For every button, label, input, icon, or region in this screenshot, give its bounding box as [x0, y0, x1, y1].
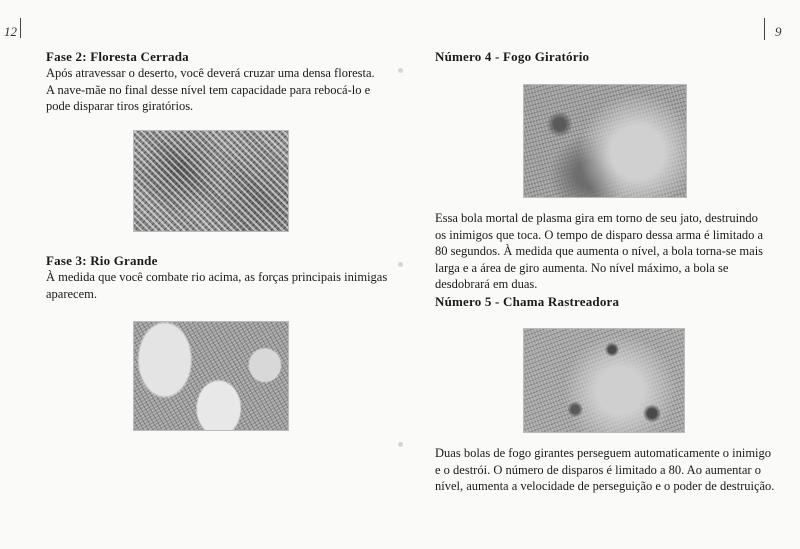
section-title-numero-5: Número 5 - Chama Rastreadora — [435, 294, 620, 309]
text-line: 80 segundos. À medida que aumenta o nível, a bola torna-se mais — [435, 244, 764, 258]
text-line: os inimigos que toca. O tempo de disparo dessa arma é limitado a — [435, 227, 764, 242]
right-page — [400, 0, 800, 549]
text-line: A nave-mãe no final desse nível tem capacidade para rebocá-lo e — [46, 82, 371, 97]
text-line: e o destrói. O número de disparos é limitado a 80. Ao aumentar o — [435, 462, 761, 477]
flame-weapon-screenshot-image — [523, 328, 685, 433]
section-text-fase-3 — [46, 269, 391, 302]
text-line: larga e a área de giro aumenta. No nível máximo, a bola se — [435, 260, 729, 275]
section-title-fase-3: Fase 3: Rio Grande — [46, 253, 158, 268]
text-line: aparecem. — [46, 286, 98, 301]
page-number-left: 12 — [4, 24, 17, 39]
text-line: nível, aumenta a velocidade de perseguição e o poder de destruição. — [435, 479, 775, 493]
section-text-numero-5 — [435, 445, 795, 495]
page-corner-rule — [20, 18, 21, 38]
text-line: À medida que você combate rio acima, as forças principais inimigas — [46, 270, 388, 284]
section-title-numero-4: Número 4 - Fogo Giratório — [435, 49, 590, 64]
section-text-fase-2 — [46, 65, 391, 115]
page-number-right: 9 — [775, 24, 782, 39]
text-line: Duas bolas de fogo girantes perseguem automaticamente o inimigo — [435, 446, 772, 460]
page-corner-rule — [764, 18, 765, 40]
forest-screenshot-image — [133, 130, 289, 232]
river-screenshot-image — [133, 321, 289, 431]
text-line: pode disparar tiros giratórios. — [46, 99, 194, 113]
section-title-fase-2: Fase 2: Floresta Cerrada — [46, 49, 189, 64]
text-line: desdobrará em duas. — [435, 277, 538, 291]
text-line: Após atravessar o deserto, você deverá cruzar uma densa floresta. — [46, 66, 375, 80]
section-text-numero-4 — [435, 210, 793, 293]
text-line: Essa bola mortal de plasma gira em torno de seu jato, destruindo — [435, 211, 758, 225]
fire-weapon-screenshot-image — [523, 84, 687, 198]
